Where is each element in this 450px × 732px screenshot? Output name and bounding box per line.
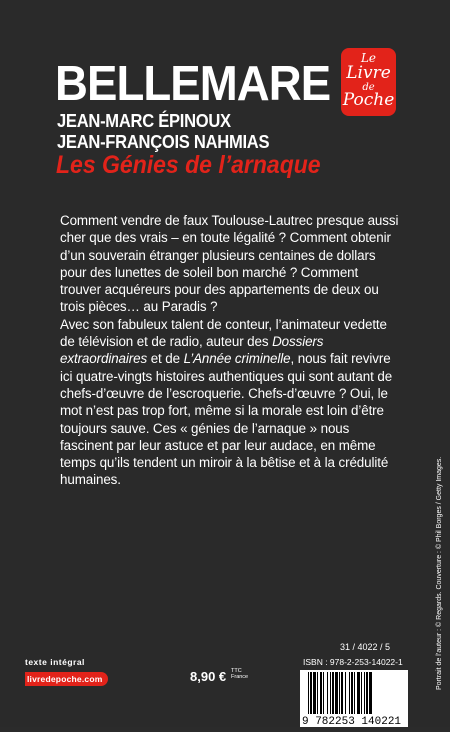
blurb-paragraph-2 (60, 316, 400, 489)
price: 8,90 € (190, 669, 227, 684)
coauthor-1: JEAN-MARC ÉPINOUX (57, 111, 231, 131)
barcode (300, 670, 408, 727)
barcode-graphic (300, 670, 408, 727)
barcode-digits: 9 782253 140221 (302, 716, 402, 727)
blurb-text-b: et de (147, 351, 184, 367)
photo-credit: Portrait de l’auteur : © Regards. Couverture : © Phil Borges / Getty Images. (436, 456, 443, 690)
ttc-line-2: France (231, 674, 249, 680)
logo-line-2: Livre (346, 63, 391, 83)
catalog-code: 31 / 4022 / 5 (340, 642, 391, 652)
blurb-text-a: Avec son fabuleux talent de conteur, l’animateur vedette de télévision et de radio, auteur des (60, 316, 387, 350)
logo-line-4: Poche (342, 90, 395, 110)
ttc-label (231, 668, 248, 680)
blurb-series-title-1: Dossiers extraordinaires (60, 334, 324, 367)
publisher-logo (341, 48, 396, 116)
blurb-paragraph-1: Comment vendre de faux Toulouse-Lautrec presque aussi cher que des vrais – en toute légalité ? Comment obtenir d’un souverain étranger plusieurs centaines de dollars pour des lunettes de soleil bon marché ? Comment trouver acquéreurs pour des appartements de deux ou trois pièces… au Paradis ? (60, 213, 399, 315)
logo-line-1: Le (360, 51, 377, 65)
blurb-series-title-2: L’Année criminelle (183, 351, 291, 367)
isbn: ISBN : 978-2-253-14022-1 (303, 657, 403, 667)
logo-line-3: de (362, 82, 375, 93)
author-name: BELLEMARE (55, 57, 331, 111)
ttc-line-1: TTC (231, 668, 242, 674)
website-link[interactable]: livredepoche.com (25, 672, 108, 686)
texte-integral-label: texte intégral (25, 657, 85, 667)
coauthor-2: JEAN-FRANÇOIS NAHMIAS (57, 132, 270, 152)
blurb-text-c: , nous fait revivre ici quatre-vingts histoires authentiques qui sont autant de chefs-d’œuvre de l’escroquerie. Chefs-d’œuvre ? Oui, le mot n’est pas trop fort, même si la morale est loin d’être toujours sauve. Ces « génies de l’arnaque » nous fascinent par leur astuce et par leur audace, en même temps qu’ils tendent un miroir à la bêtise et à la crédulité humaines. (60, 351, 393, 488)
blurb-text (60, 212, 400, 489)
book-title: Les Génies de l’arnaque (56, 151, 321, 179)
